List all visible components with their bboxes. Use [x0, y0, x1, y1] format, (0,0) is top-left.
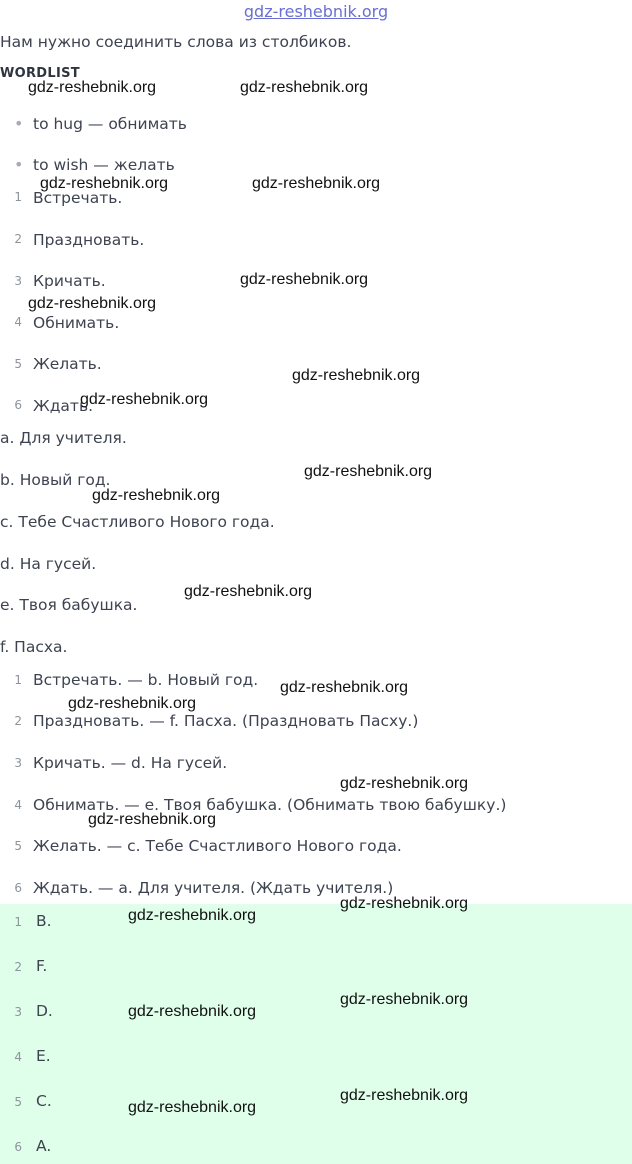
answer-item: D.	[36, 1002, 53, 1020]
watermark: gdz-reshebnik.org	[28, 79, 157, 96]
watermark: gdz-reshebnik.org	[340, 1087, 469, 1104]
match-item: Желать. — c. Тебе Счастливого Нового года.	[33, 837, 402, 855]
option-item: f. Пасха.	[0, 638, 68, 656]
verb-item: Встречать.	[33, 189, 123, 207]
answer-item: F.	[36, 957, 48, 975]
list-number: 1	[14, 673, 22, 687]
list-number: 6	[14, 881, 22, 895]
bullet-icon: •	[14, 114, 24, 133]
watermark: gdz-reshebnik.org	[252, 175, 381, 192]
answer-item: E.	[36, 1047, 51, 1065]
answer-item: A.	[36, 1137, 52, 1155]
option-item: b. Новый год.	[0, 471, 111, 489]
answer-item: C.	[36, 1092, 52, 1110]
answer-item: B.	[36, 912, 52, 930]
match-item: Кричать. — d. На гусей.	[33, 754, 228, 772]
match-item: Праздновать. — f. Пасха. (Праздновать Пасху.)	[33, 712, 419, 730]
watermark: gdz-reshebnik.org	[304, 463, 433, 480]
list-number: 4	[14, 315, 22, 329]
list-number: 6	[14, 1140, 22, 1154]
watermark: gdz-reshebnik.org	[280, 679, 409, 696]
option-item: e. Твоя бабушка.	[0, 596, 138, 614]
list-number: 5	[14, 839, 22, 853]
watermark: gdz-reshebnik.org	[184, 583, 313, 600]
list-number: 1	[14, 915, 22, 929]
verb-item: Желать.	[33, 355, 102, 373]
watermark: gdz-reshebnik.org	[292, 367, 421, 384]
verb-item: Обнимать.	[33, 314, 120, 332]
watermark: gdz-reshebnik.org	[88, 811, 217, 828]
watermark: gdz-reshebnik.org	[340, 991, 469, 1008]
match-item: Ждать. — a. Для учителя. (Ждать учителя.)	[33, 879, 394, 897]
option-item: d. На гусей.	[0, 555, 97, 573]
watermark: gdz-reshebnik.org	[340, 775, 469, 792]
answer-panel	[0, 904, 632, 1164]
list-number: 3	[14, 1005, 22, 1019]
bullet-icon: •	[14, 155, 24, 174]
watermark: gdz-reshebnik.org	[40, 175, 169, 192]
list-number: 2	[14, 960, 22, 974]
watermark: gdz-reshebnik.org	[128, 1003, 257, 1020]
watermark: gdz-reshebnik.org	[68, 695, 197, 712]
wordlist-item: to wish — желать	[33, 156, 175, 174]
list-number: 4	[14, 798, 22, 812]
list-number: 1	[14, 190, 22, 204]
wordlist-heading: WORDLIST	[0, 66, 80, 81]
watermark: gdz-reshebnik.org	[80, 391, 209, 408]
watermark: gdz-reshebnik.org	[28, 295, 157, 312]
option-item: c. Тебе Счастливого Нового года.	[0, 513, 275, 531]
verb-item: Кричать.	[33, 272, 106, 290]
watermark: gdz-reshebnik.org	[240, 79, 369, 96]
wordlist-item: to hug — обнимать	[33, 115, 187, 133]
list-number: 4	[14, 1050, 22, 1064]
watermark: gdz-reshebnik.org	[92, 487, 221, 504]
list-number: 2	[14, 714, 22, 728]
verb-item: Праздновать.	[33, 231, 145, 249]
site-link[interactable]: gdz-reshebnik.org	[243, 2, 389, 21]
watermark: gdz-reshebnik.org	[128, 907, 257, 924]
list-number: 2	[14, 232, 22, 246]
match-item: Обнимать. — e. Твоя бабушка. (Обнимать твою бабушку.)	[33, 796, 507, 814]
list-number: 5	[14, 1095, 22, 1109]
intro-text: Нам нужно соединить слова из столбиков.	[0, 33, 352, 51]
list-number: 6	[14, 398, 22, 412]
watermark: gdz-reshebnik.org	[240, 271, 369, 288]
option-item: a. Для учителя.	[0, 429, 127, 447]
watermark: gdz-reshebnik.org	[128, 1099, 257, 1116]
match-item: Встречать. — b. Новый год.	[33, 671, 259, 689]
list-number: 3	[14, 274, 22, 288]
verb-item: Ждать.	[33, 397, 94, 415]
list-number: 5	[14, 357, 22, 371]
watermark: gdz-reshebnik.org	[340, 895, 469, 912]
list-number: 3	[14, 756, 22, 770]
